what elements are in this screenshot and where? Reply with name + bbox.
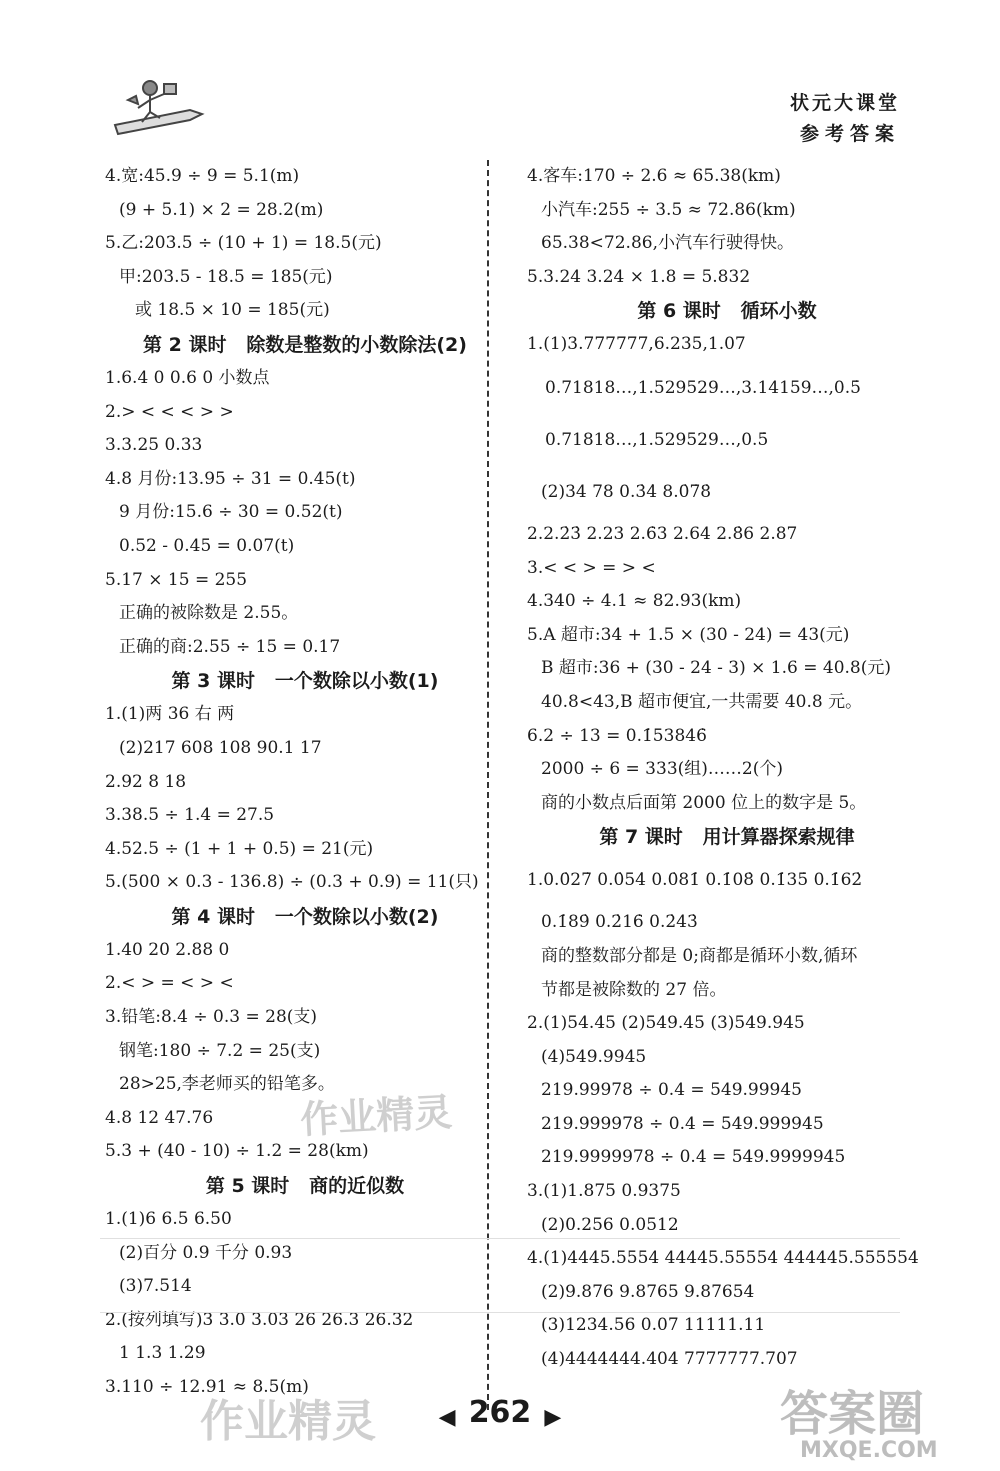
page-footer [0,1395,1000,1430]
answer-line: 3.(1)1.875 0.9375 [527,1181,681,1202]
answer-line: 正确的被除数是 2.55。 [119,603,299,624]
answer-line: 9 月份:15.6 ÷ 30 = 0.52(t) [119,502,343,523]
answer-line: 4.宽:45.9 ÷ 9 = 5.1(m) [105,166,300,186]
watermark-site-logo: 答案圈 [780,1386,925,1442]
watermark-site-url: MXQE.COM [800,1438,938,1463]
answer-line: (2)0.256 0.0512 [541,1214,679,1235]
answer-line: 219.99978 ÷ 0.4 = 549.99945 [541,1080,803,1101]
answer-line: 4.340 ÷ 4.1 ≈ 82.93(km) [527,591,742,612]
answer-line: 1.0.0̇27̇ 0.0̇54̇ 0.0̇81̇ 0.1̇08̇ 0.1̇35̇ 0.1̇62̇ [527,870,863,891]
answer-line: (2)9.876 9.8765 9.87654 [541,1281,755,1302]
answer-line: 219.999978 ÷ 0.4 = 549.999945 [541,1113,824,1134]
answer-line: 1.(1)3.777777,6.235,1.07 [527,334,746,355]
answer-line: (4)4444444.404 7777777.707 [541,1349,798,1370]
answer-line: 0.1̇89̇ 0.2̇16̇ 0.2̇43̇ [541,912,698,933]
answer-line: 3.< < > = > < [527,557,656,578]
answer-line: 0.71818…,1.529529…,3.14159…,0.5̇ [545,377,861,398]
student-on-pencil-icon [110,70,210,140]
answer-line: 4.(1)4445.5554 44445.55554 444445.555554 [527,1248,919,1269]
answer-line: 1.(1)6 6.5 6.50 [105,1209,232,1230]
brand-title: 状元大课堂 [789,92,900,114]
brand-subtitle: 参考答案 [799,123,900,145]
answer-line: 正确的商:2.55 ÷ 15 = 0.17 [119,636,341,657]
brand [790,88,900,146]
answer-line: 1 1.3 1.29 [119,1343,206,1364]
section-heading: 第 6 课时 循环小数 [637,300,817,323]
answer-line: 钢笔:180 ÷ 7.2 = 25(支) [119,1040,321,1061]
answer-line: 或 18.5 × 10 = 185(元) [135,300,330,321]
answer-line: 1.(1)两 36 右 两 [105,704,235,725]
answer-line: (3)1234.56 0.07 11111.11 [541,1315,766,1336]
answer-line: 2.92 8 18 [105,771,187,792]
answer-line: 2.< > = < > < [105,973,234,994]
answer-line: 节都是被除数的 27 倍。 [541,979,727,1000]
answer-line: 4.客车:170 ÷ 2.6 ≈ 65.38(km) [527,166,781,186]
faint-rule [100,1238,900,1239]
watermark-stamp: 作业精灵 [299,1090,454,1142]
answer-line: B 超市:36 + (30 - 24 - 3) × 1.6 = 40.8(元) [541,658,892,679]
next-arrow-icon: ▶ [544,1405,562,1430]
answer-line: 3.3.25 0.33 [105,435,203,456]
answer-line: 3.110 ÷ 12.91 ≈ 8.5(m) [105,1377,309,1397]
answer-line: 5.3 + (40 - 10) ÷ 1.2 = 28(km) [105,1141,369,1162]
page-number: 262 [468,1395,532,1430]
answer-column-left [105,160,505,1405]
section-heading: 第 5 课时 商的近似数 [205,1175,405,1198]
answer-line: 2.(按列填写)3 3.0 3.03 26 26.3 26.32 [105,1309,414,1330]
answer-line: 4.8 12 47.76 [105,1107,214,1128]
answer-line: 5.乙:203.5 ÷ (10 + 1) = 18.5(元) [105,233,382,254]
answer-line: 0.71818…,1.529529…,0.5̇ [545,429,769,450]
faint-rule [100,1312,900,1313]
column-divider [487,160,489,1410]
answer-column-right [527,160,927,1377]
answer-line: 1.6.4 0 0.6 0 小数点 [105,367,270,388]
answer-line: 4.52.5 ÷ (1 + 1 + 0.5) = 21(元) [105,838,374,859]
answer-line: (3)7.514 [119,1276,192,1297]
answer-line: 甲:203.5 - 18.5 = 185(元) [119,266,333,287]
answer-line: 2.> < < < > > [105,401,234,422]
section-heading: 第 2 课时 除数是整数的小数除法(2) [143,333,467,356]
answer-line: 4.8 月份:13.95 ÷ 31 = 0.45(t) [105,468,356,489]
answer-line: (2)百分 0.9 千分 0.93 [119,1242,293,1263]
answer-line: 28>25,李老师买的铅笔多。 [119,1074,335,1095]
answer-line: 65.38<72.86,小汽车行驶得快。 [541,233,794,254]
answer-line: (2)217 608 108 90.1 17 [119,737,322,758]
answer-line: 0.52 - 0.45 = 0.07(t) [119,535,295,556]
answer-line: 5.A 超市:34 + 1.5 × (30 - 24) = 43(元) [527,624,850,645]
answer-line: 小汽车:255 ÷ 3.5 ≈ 72.86(km) [541,199,796,220]
answer-line: 5.(500 × 0.3 - 136.8) ÷ (0.3 + 0.9) = 11(只) [105,872,479,893]
answer-line: 6.2 ÷ 13 = 0.1̇53846̇ [527,725,707,746]
answer-line: 商的小数点后面第 2000 位上的数字是 5。 [541,792,867,813]
section-heading: 第 7 课时 用计算器探索规律 [599,826,855,849]
answer-line: (9 + 5.1) × 2 = 28.2(m) [119,199,324,220]
answer-line: 2.(1)54.45 (2)549.45 (3)549.945 [527,1013,805,1034]
answer-line: 5.3.24 3.24 × 1.8 = 5.832 [527,266,751,287]
watermark-stamp-bottom: 作业精灵 [200,1396,376,1447]
answer-line: 3.铅笔:8.4 ÷ 0.3 = 28(支) [105,1007,318,1028]
answer-line: 40.8<43,B 超市便宜,一共需要 40.8 元。 [541,691,863,712]
answer-line: 2000 ÷ 6 = 333(组)……2(个) [541,759,783,780]
answer-line: 219.9999978 ÷ 0.4 = 549.9999945 [541,1147,846,1168]
answer-line: 商的整数部分都是 0;商都是循环小数,循环 [541,945,858,966]
section-heading: 第 3 课时 一个数除以小数(1) [171,670,439,693]
answer-line: 5.17 × 15 = 255 [105,569,248,590]
prev-arrow-icon: ◀ [438,1405,456,1430]
answer-line: (4)549.9945 [541,1046,647,1067]
answer-line: 3.38.5 ÷ 1.4 = 27.5 [105,805,275,826]
answer-line: 2.2.2̇3̇ 2.23 2.6̇3 2.64 2.8̇6 2.87 [527,523,798,544]
answer-line: 1.40 20 2.88 0 [105,939,230,960]
section-heading: 第 4 课时 一个数除以小数(2) [171,905,439,928]
answer-line: (2)34 78 0.3̇4̇ 8.0̇7̇8̇ [541,481,712,502]
page-header [0,0,1000,150]
